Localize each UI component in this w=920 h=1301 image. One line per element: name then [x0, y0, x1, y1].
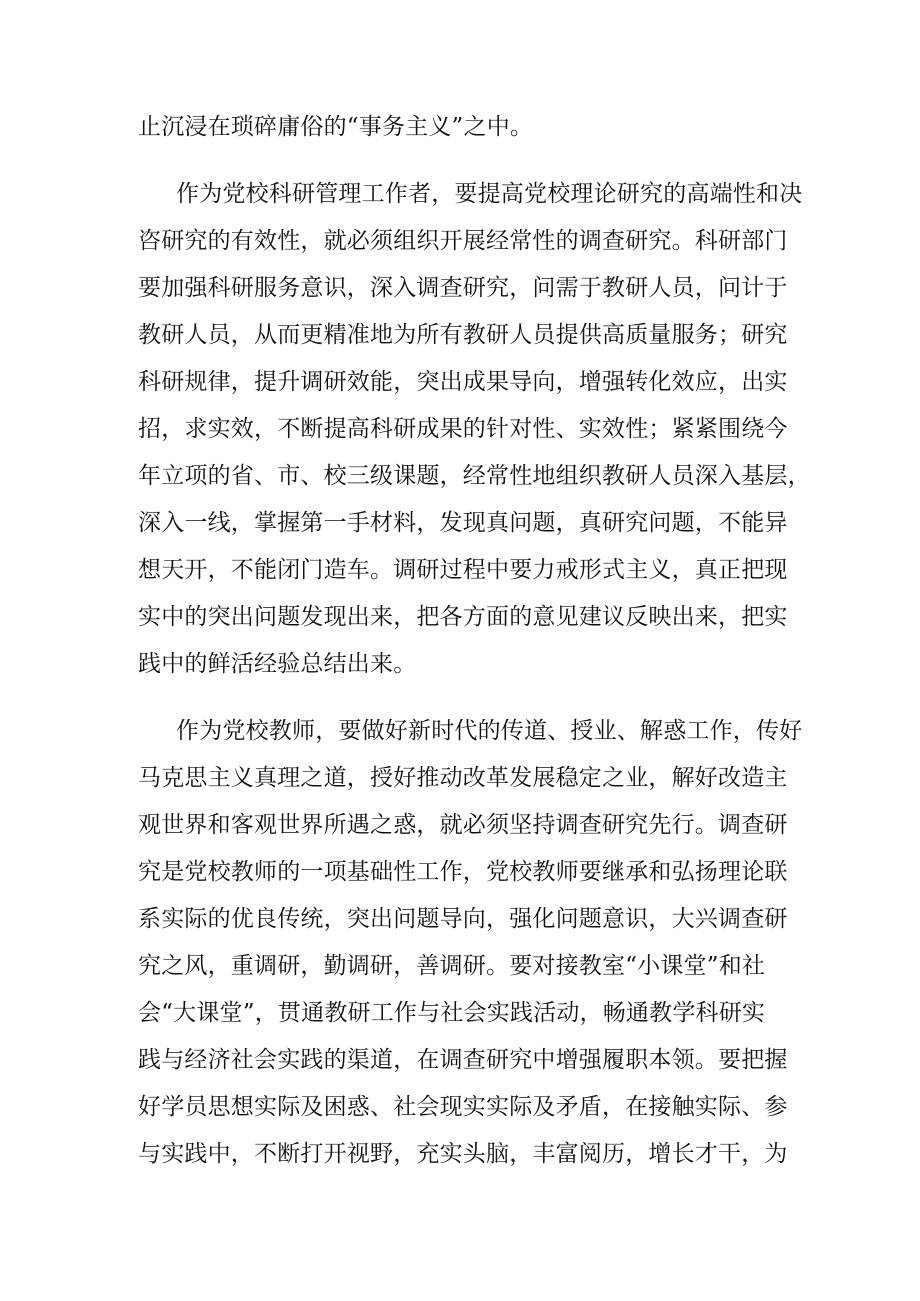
- text-line: 作为党校教师，要做好新时代的传道、授业、解惑工作，传好: [176, 718, 803, 744]
- text-line: 咨研究的有效性，就必须组织开展经常性的调查研究。科研部门: [138, 228, 788, 254]
- paragraph-research-management: [138, 171, 811, 688]
- text-line: 与实践中，不断打开视野，充实头脑，丰富阅历，增长才干，为: [138, 1141, 788, 1167]
- text-line: 教研人员，从而更精准地为所有教研人员提供高质量服务；研究: [138, 322, 788, 348]
- text-line: 践中的鲜活经验总结出来。: [138, 651, 417, 677]
- paragraph-spacer: [138, 688, 793, 708]
- paragraph-party-school-teachers: [138, 708, 803, 1178]
- text-line: 观世界和客观世界所遇之惑，就必须坚持调查研究先行。调查研: [138, 812, 788, 838]
- paragraph-continuation: [138, 104, 793, 151]
- text-line: 实中的突出问题发现出来，把各方面的意见建议反映出来，把实: [138, 604, 788, 630]
- text-line: 系实际的优良传统，突出问题导向，强化问题意识，大兴调查研: [138, 906, 788, 932]
- text-line: 践与经济社会实践的渠道，在调查研究中增强履职本领。要把握: [138, 1047, 788, 1073]
- text-line: 想天开，不能闭门造车。调研过程中要力戒形式主义，真正把现: [138, 557, 788, 583]
- text-line: 马克思主义真理之道，授好推动改革发展稳定之业，解好改造主: [138, 765, 788, 791]
- text-line: 止沉浸在琐碎庸俗的“事务主义”之中。: [138, 114, 534, 140]
- text-line: 好学员思想实际及困惑、社会现实实际及矛盾，在接触实际、参: [138, 1094, 788, 1120]
- text-line: 究之风，重调研，勤调研，善调研。要对接教室“小课堂”和社: [138, 953, 766, 979]
- text-line: 要加强科研服务意识，深入调查研究，问需于教研人员，问计于: [138, 275, 788, 301]
- document-body: [138, 104, 811, 1178]
- text-line: 招，求实效，不断提高科研成果的针对性、实效性；紧紧围绕今: [138, 416, 788, 442]
- paragraph-spacer: [138, 151, 793, 171]
- text-line: 作为党校科研管理工作者，要提高党校理论研究的高端性和决: [176, 181, 803, 207]
- text-line: 究是党校教师的一项基础性工作，党校教师要继承和弘扬理论联: [138, 859, 788, 885]
- text-line: 年立项的省、市、校三级课题，经常性地组织教研人员深入基层，: [138, 463, 811, 489]
- text-line: 会“大课堂”，贯通教研工作与社会实践活动，畅通教学科研实: [138, 1000, 766, 1026]
- text-line: 科研规律，提升调研效能，突出成果导向，增强转化效应，出实: [138, 369, 788, 395]
- text-line: 深入一线，掌握第一手材料，发现真问题，真研究问题，不能异: [138, 510, 788, 536]
